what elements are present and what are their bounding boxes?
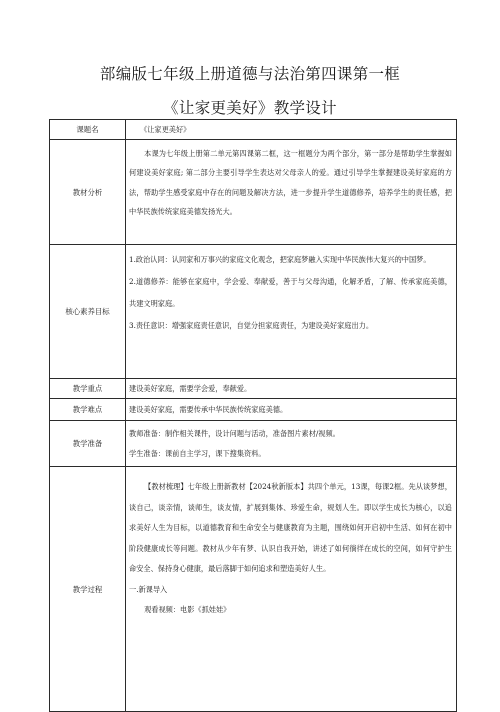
row-label-key-point: 教学重点 [50,379,126,399]
row-content-preparation [126,421,457,467]
row-content-key-point [126,379,457,399]
row-content-process [126,467,457,712]
key-point-text: 建设美好家庭，需要学会爱，奉献爱。 [129,383,252,393]
document-title-line1: 部编版七年级上册道德与法治第四课第一框 [99,65,401,83]
row-label-preparation: 教学准备 [50,421,126,467]
process-paragraph: 【教材梳理】七年级上册新教材【2024秋新版本】共四个单元，13课，每课2框。先从谈梦想，谈自己，谈亲情，谈师生，谈友情，扩展到集体、珍爱生命，规划人生。即以学生成长为核心，以追求美好人生为目标，以道德教育和生命安全与健康教育为主题，围绕如何开启初中生活、如何在初中阶段健康成长等问题。教材从少年有梦、认识自我开始，讲述了如何徜徉在成长的空间，如何守护生命安全、保持身心健康，最后落脚于如何追求和塑造美好人生。 [129,482,452,573]
preparation-item: 教师准备：制作相关课件，设计问题与活动，准备图片素材/视频。 [129,428,340,438]
row-label-difficulty: 教学难点 [50,399,126,421]
table-row [50,379,457,399]
table-row [50,140,457,245]
difficulty-text: 建设美好家庭，需要传承中华民族传统家庭美德。 [129,404,288,414]
table-row [50,421,457,467]
analysis-text: 本课为七年级上册第二单元第四课第二框，这一框题分为两个部分，第一部分是帮助学生掌握如何建设美好家庭; 第二部分主要引导学生表达对父母亲人的爱。通过引导学生掌握建设美好家庭的方法，帮助学生感受家庭中存在的问题及解决方法，进一步提升学生道德修养，培养学生的责任感，把中华民族传统家庭美德发扬光大。 [129,149,452,216]
process-section-heading: 一.新课导入 [129,584,168,594]
process-paragraph: 观看视频：电影《抓娃娃》 [144,605,231,614]
row-label-core-goals: 核心素养目标 [50,245,126,379]
preparation-item: 学生准备：课前自主学习，课下搜集资料。 [129,448,266,458]
row-content-topic [126,120,457,140]
document-title-line2: 《让家更美好》教学设计 [163,99,337,117]
table-row [50,399,457,421]
goal-item: 3.责任意识：增强家庭责任意识，自觉分担家庭责任，为建设美好家庭出力。 [129,321,374,330]
row-label-process: 教学过程 [50,467,126,712]
goal-item: 1.政治认同：认同家和万事兴的家庭文化观念，把家庭梦融入实现中华民族伟大复兴的中国梦。 [129,255,431,264]
row-label-topic: 课题名 [50,120,126,140]
table-row [50,467,457,712]
row-content-difficulty [126,399,457,421]
row-content-textbook-analysis [126,140,457,245]
table-row [50,245,457,379]
goal-item: 2.道德修养：能够在家庭中，学会爱、奉献爱，善于与父母沟通，化解矛盾，了解、传承家庭美德，共建文明家庭。 [129,277,452,308]
row-label-textbook-analysis: 教材分析 [50,140,126,245]
lesson-plan-table [49,119,457,712]
row-content-core-goals [126,245,457,379]
topic-text: 《让家更美好》 [140,124,191,134]
table-row [50,120,457,140]
